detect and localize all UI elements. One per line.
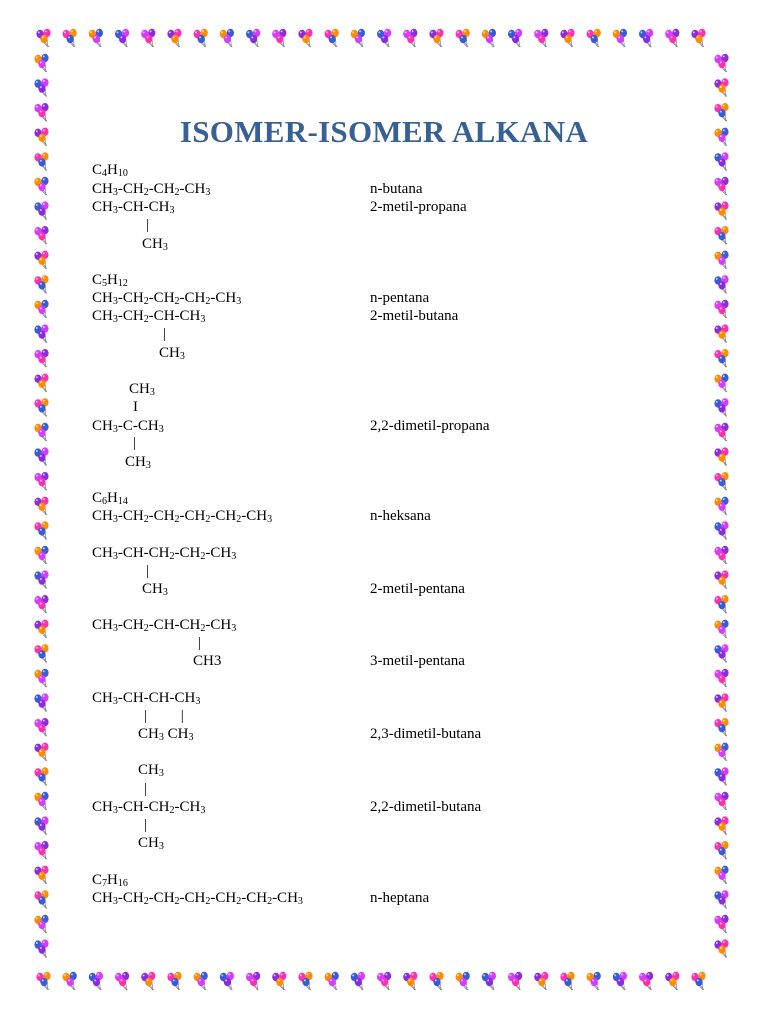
balloon-bunch-icon (115, 972, 129, 990)
balloon-bunch-icon (34, 595, 48, 613)
balloon-bunch-icon (534, 29, 548, 47)
balloon-bunch-icon (272, 972, 286, 990)
formula-line: I (133, 399, 138, 415)
balloon-bunch-icon (36, 29, 50, 47)
formula-line: | (144, 817, 148, 833)
balloon-bunch-icon (34, 275, 48, 293)
balloon-bunch-icon (34, 546, 48, 564)
formula-line: $CH_3-CH_2-CH_2-CH_3$ (92, 181, 211, 198)
balloon-bunch-icon (194, 972, 208, 990)
balloon-bunch-icon (482, 29, 496, 47)
balloon-bunch-icon (167, 972, 181, 990)
balloon-bunch-icon (714, 866, 728, 884)
balloon-bunch-icon (534, 972, 548, 990)
balloon-bunch-icon (34, 620, 48, 638)
isomer-name: n-heksana (370, 508, 431, 524)
balloon-bunch-icon (34, 324, 48, 342)
formula-line: | | (144, 708, 184, 724)
balloon-bunch-icon (325, 29, 339, 47)
balloon-bunch-icon (714, 644, 728, 662)
balloon-bunch-icon (714, 939, 728, 957)
balloon-bunch-icon (63, 972, 77, 990)
formula-line: $CH_3-CH-CH_2-CH_2-CH_3$ (92, 545, 237, 562)
formula-line: | (146, 563, 150, 579)
balloon-bunch-icon (714, 398, 728, 416)
balloon-bunch-icon (691, 29, 705, 47)
balloon-bunch-icon (560, 29, 574, 47)
balloon-bunch-icon (587, 972, 601, 990)
balloon-bunch-icon (34, 521, 48, 539)
balloon-bunch-icon (714, 251, 728, 269)
balloon-bunch-icon (714, 546, 728, 564)
balloon-bunch-icon (34, 866, 48, 884)
balloon-bunch-icon (246, 972, 260, 990)
isomer-name: 2,2-dimetil-butana (370, 799, 482, 815)
balloon-bunch-icon (34, 718, 48, 736)
formula-line: $C_5H_{12}$ (92, 272, 128, 289)
isomer-name: 2,3-dimetil-butana (370, 726, 482, 742)
balloon-bunch-icon (298, 29, 312, 47)
formula-line: $CH_3-CH_2-CH-CH_3$ (92, 308, 206, 325)
balloon-bunch-icon (714, 201, 728, 219)
balloon-bunch-icon (456, 972, 470, 990)
isomer-name: 2,2-dimetil-propana (370, 418, 490, 434)
balloon-bunch-icon (34, 939, 48, 957)
balloon-bunch-icon (34, 447, 48, 465)
isomer-name: 3-metil-pentana (370, 653, 465, 669)
balloon-bunch-icon (613, 972, 627, 990)
balloon-bunch-icon (34, 251, 48, 269)
balloon-bunch-icon (714, 521, 728, 539)
balloon-bunch-icon (714, 767, 728, 785)
isomer-name: 2-metil-propana (370, 199, 467, 215)
formula-line: $CH_3$ $CH_3$ (138, 726, 194, 743)
balloon-bunch-icon (141, 29, 155, 47)
balloon-bunch-icon (714, 423, 728, 441)
formula-line: | (198, 635, 202, 651)
balloon-bunch-icon (272, 29, 286, 47)
page-title: ISOMER-ISOMER ALKANA (179, 114, 589, 149)
balloon-bunch-icon (714, 915, 728, 933)
balloon-bunch-icon (714, 275, 728, 293)
isomer-name: 2-metil-pentana (370, 581, 465, 597)
balloon-bunch-icon (34, 497, 48, 515)
balloon-bunch-icon (560, 972, 574, 990)
balloon-bunch-icon (220, 972, 234, 990)
balloon-bunch-icon (714, 324, 728, 342)
formula-line: $CH_3-CH_2-CH_2-CH_2-CH_2-CH_3$ (92, 508, 273, 525)
balloon-bunch-icon (429, 29, 443, 47)
balloon-bunch-icon (429, 972, 443, 990)
balloon-bunch-icon (298, 972, 312, 990)
isomer-name: n-butana (370, 181, 423, 197)
balloon-bunch-icon (36, 972, 50, 990)
isomer-name: 2-metil-butana (370, 308, 459, 324)
balloon-bunch-icon (34, 78, 48, 96)
balloon-bunch-icon (34, 423, 48, 441)
balloon-bunch-icon (246, 29, 260, 47)
balloon-bunch-icon (34, 816, 48, 834)
balloon-bunch-icon (34, 841, 48, 859)
balloon-bunch-icon (34, 669, 48, 687)
balloon-bunch-icon (34, 644, 48, 662)
formula-line: $CH_3-CH_2-CH_2-CH_2-CH_2-CH_2-CH_3$ (92, 890, 303, 907)
balloon-bunch-icon (714, 743, 728, 761)
balloon-bunch-icon (167, 29, 181, 47)
formula-line: $CH_3$ (138, 835, 164, 852)
balloon-bunch-icon (351, 29, 365, 47)
balloon-bunch-icon (714, 54, 728, 72)
formula-line: $CH_3$ (138, 762, 164, 779)
balloon-bunch-icon (714, 177, 728, 195)
formula-line: $C_4H_{10}$ (92, 162, 128, 179)
balloon-bunch-icon (714, 497, 728, 515)
balloon-bunch-icon (714, 226, 728, 244)
balloon-bunch-icon (665, 29, 679, 47)
balloon-bunch-icon (639, 972, 653, 990)
balloon-bunch-icon (220, 29, 234, 47)
balloon-bunch-icon (89, 972, 103, 990)
balloon-bunch-icon (34, 890, 48, 908)
isomer-name: n-pentana (370, 290, 430, 306)
formula-line: $CH_3-CH-CH_2-CH_3$ (92, 799, 206, 816)
balloon-bunch-icon (325, 972, 339, 990)
balloon-bunch-icon (34, 570, 48, 588)
balloon-bunch-icon (714, 718, 728, 736)
balloon-bunch-icon (714, 792, 728, 810)
balloon-bunch-icon (714, 669, 728, 687)
balloon-bunch-icon (714, 349, 728, 367)
balloon-bunch-icon (34, 792, 48, 810)
balloon-bunch-icon (34, 152, 48, 170)
balloon-bunch-icon (714, 570, 728, 588)
balloon-bunch-icon (34, 201, 48, 219)
formula-line: | (146, 217, 150, 233)
balloon-bunch-icon (34, 349, 48, 367)
balloon-bunch-icon (714, 890, 728, 908)
formula-line: | (144, 781, 148, 797)
balloon-bunch-icon (482, 972, 496, 990)
balloon-bunch-icon (714, 693, 728, 711)
balloon-bunch-icon (141, 972, 155, 990)
balloon-bunch-icon (34, 472, 48, 490)
balloon-bunch-icon (639, 29, 653, 47)
formula-line: $CH_3-CH-CH-CH_3$ (92, 690, 201, 707)
formula-line: $CH_3$ (125, 454, 151, 471)
balloon-bunch-icon (63, 29, 77, 47)
balloon-bunch-icon (714, 816, 728, 834)
balloon-bunch-icon (34, 398, 48, 416)
balloon-bunch-icon (115, 29, 129, 47)
formula-line: $CH_3-C-CH_3$ (92, 418, 164, 435)
formula-line: CH3 (193, 653, 222, 669)
balloon-bunch-icon (377, 972, 391, 990)
balloon-bunch-icon (34, 915, 48, 933)
balloon-bunch-icon (34, 767, 48, 785)
balloon-bunch-icon (691, 972, 705, 990)
balloon-bunch-icon (403, 972, 417, 990)
formula-line: $CH_3$ (159, 345, 185, 362)
isomer-name: n-heptana (370, 890, 430, 906)
balloon-bunch-icon (587, 29, 601, 47)
balloon-bunch-icon (714, 620, 728, 638)
balloon-bunch-icon (456, 29, 470, 47)
formula-line: $CH_3$ (142, 581, 168, 598)
balloon-bunch-icon (714, 300, 728, 318)
balloon-bunch-icon (34, 226, 48, 244)
balloon-bunch-icon (34, 300, 48, 318)
balloon-bunch-icon (714, 78, 728, 96)
formula-line: $CH_3-CH-CH_3$ (92, 199, 175, 216)
balloon-bunch-icon (89, 29, 103, 47)
formula-line: $C_7H_{16}$ (92, 872, 128, 889)
formula-line: $CH_3-CH_2-CH-CH_2-CH_3$ (92, 617, 237, 634)
balloon-bunch-icon (34, 177, 48, 195)
balloon-bunch-icon (34, 743, 48, 761)
formula-line: | (163, 326, 167, 342)
balloon-bunch-icon (714, 841, 728, 859)
balloon-bunch-icon (508, 29, 522, 47)
balloon-bunch-icon (351, 972, 365, 990)
balloon-bunch-icon (508, 972, 522, 990)
balloon-bunch-icon (714, 374, 728, 392)
balloon-bunch-icon (34, 374, 48, 392)
balloon-bunch-icon (665, 972, 679, 990)
balloon-bunch-icon (714, 447, 728, 465)
balloon-bunch-icon (194, 29, 208, 47)
balloon-bunch-icon (714, 472, 728, 490)
balloon-bunch-icon (377, 29, 391, 47)
balloon-bunch-icon (403, 29, 417, 47)
balloon-bunch-icon (34, 693, 48, 711)
balloon-bunch-icon (34, 54, 48, 72)
balloon-bunch-icon (613, 29, 627, 47)
formula-line: $C_6H_{14}$ (92, 490, 128, 507)
formula-line: $CH_3$ (129, 381, 155, 398)
balloon-bunch-icon (714, 595, 728, 613)
formula-line: $CH_3$ (142, 236, 168, 253)
formula-line: $CH_3-CH_2-CH_2-CH_2-CH_3$ (92, 290, 242, 307)
balloon-bunch-icon (714, 152, 728, 170)
formula-line: | (133, 435, 137, 451)
